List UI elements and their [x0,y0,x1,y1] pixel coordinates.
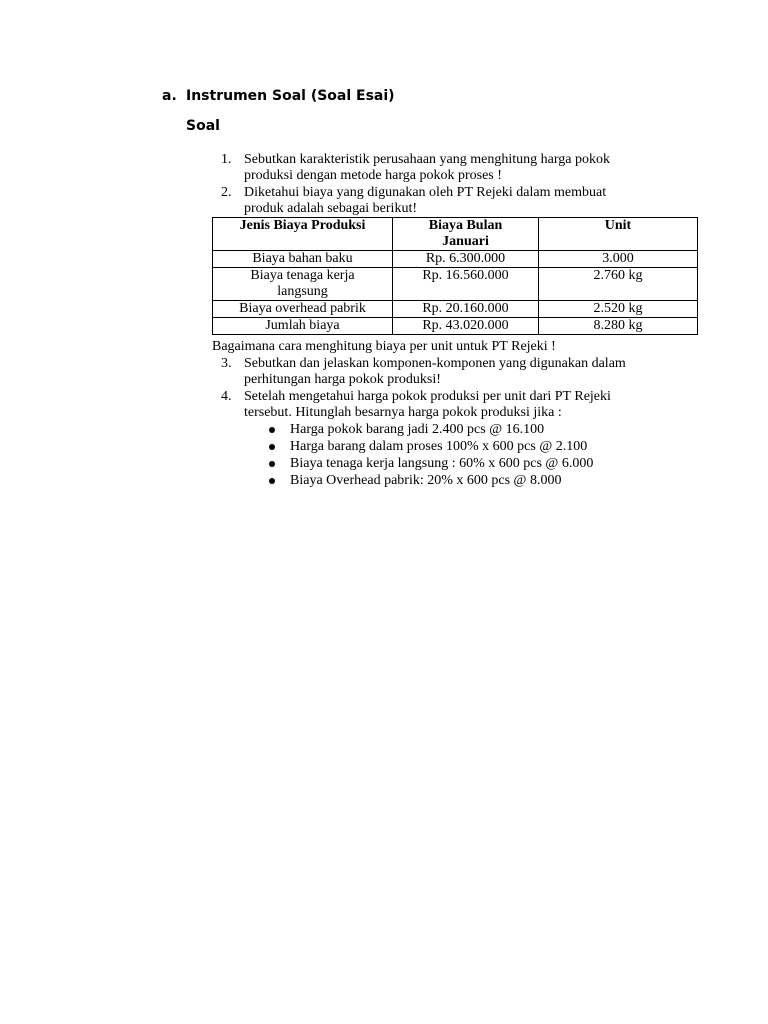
table-cell: 3.000 [539,251,698,268]
table-cell: Rp. 6.300.000 [393,251,539,268]
question-1-number: 1. [221,152,232,167]
bullet-item-2: Harga barang dalam proses 100% x 600 pcs @ 2.100 [290,439,588,454]
bullet-item-3: Biaya tenaga kerja langsung : 60% x 600 pcs @ 6.000 [290,456,594,471]
cost-table [212,217,698,335]
table-cell: Jumlah biaya [213,318,393,335]
question-2-line-1: Diketahui biaya yang digunakan oleh PT Rejeki dalam membuat [244,185,607,200]
table-cell: Biaya bahan baku [213,251,393,268]
table-cell: 2.520 kg [539,301,698,318]
section-marker: a. [162,88,177,104]
table-row [213,251,698,268]
table-cell: Rp. 20.160.000 [393,301,539,318]
question-4-line-2: tersebut. Hitunglah besarnya harga pokok produksi jika : [244,405,562,420]
bullet-icon [269,427,275,433]
bullet-item-4: Biaya Overhead pabrik: 20% x 600 pcs @ 8.000 [290,473,562,488]
question-1-line-2: produksi dengan metode harga pokok proses ! [244,168,502,183]
table-header-cell: Biaya Bulan Januari [393,218,539,251]
table-cell: Biaya overhead pabrik [213,301,393,318]
section-title: Instrumen Soal (Soal Esai) [186,88,395,104]
table-cell: Rp. 16.560.000 [393,268,539,301]
table-cell: 2.760 kg [539,268,698,301]
table-row [213,318,698,335]
table-cell: Rp. 43.020.000 [393,318,539,335]
bullet-icon [269,444,275,450]
question-3-line-2: perhitungan harga pokok produksi! [244,372,441,387]
question-2-line-2: produk adalah sebagai berikut! [244,201,417,216]
table-header-cell: Unit [539,218,698,251]
table-row [213,301,698,318]
table-header-cell: Jenis Biaya Produksi [213,218,393,251]
question-4-number: 4. [221,389,232,404]
table-cell: 8.280 kg [539,318,698,335]
bullet-icon [269,461,275,467]
bullet-item-1: Harga pokok barang jadi 2.400 pcs @ 16.100 [290,422,545,437]
question-3-line-1: Sebutkan dan jelaskan komponen-komponen yang digunakan dalam [244,356,626,371]
question-1-line-1: Sebutkan karakteristik perusahaan yang menghitung harga pokok [244,152,610,167]
question-2-number: 2. [221,185,232,200]
table-row [213,268,698,301]
table-question: Bagaimana cara menghitung biaya per unit untuk PT Rejeki ! [212,339,556,354]
bullet-icon [269,478,275,484]
table-header-row [213,218,698,251]
section-subtitle: Soal [186,118,220,134]
question-4-line-1: Setelah mengetahui harga pokok produksi per unit dari PT Rejeki [244,389,611,404]
table-cell: Biaya tenaga kerja langsung [213,268,393,301]
question-3-number: 3. [221,356,232,371]
